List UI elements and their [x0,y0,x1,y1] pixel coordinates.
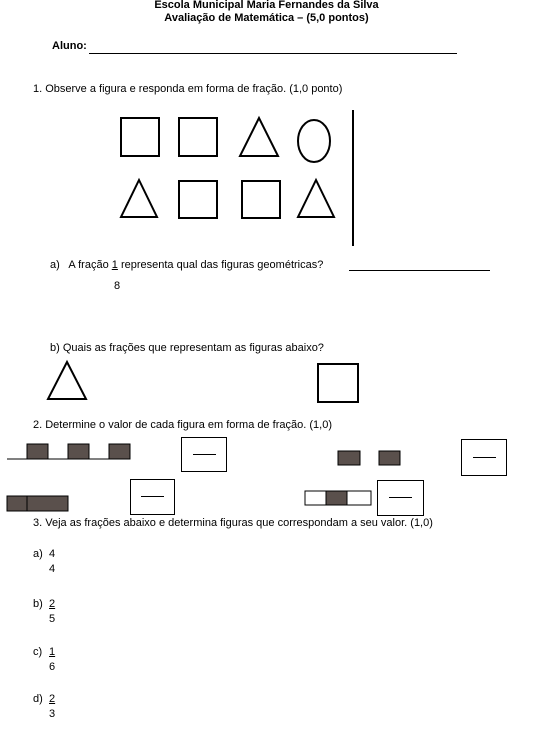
q1a-denominator: 8 [114,280,121,292]
question-3-text: 3. Veja as frações abaixo e determina figuras que correspondam a seu valor. (1,0) [33,517,433,529]
q2-answer-box-1[interactable] [181,437,227,472]
q2-answer-box-4[interactable] [377,480,424,516]
q2-figure-4 [305,491,371,505]
q3b-numerator: 2 [49,598,56,610]
q1a-prefix: a) A fração [50,259,112,271]
q2-answer-box-2[interactable] [461,439,507,476]
school-name: Escola Municipal Maria Fernandes da Silva [154,0,379,11]
student-label: Aluno: [52,40,87,52]
q3a-label: a) [33,548,43,560]
q2-figure-1 [7,444,130,459]
q3d-label: d) [33,693,43,705]
exam-title: Avaliação de Matemática – (5,0 pontos) [164,12,369,24]
q1b-text: b) Quais as frações que representam as figuras abaixo? [50,342,324,354]
q3c-numerator: 1 [49,646,56,658]
q3d-numerator: 2 [49,693,56,705]
question-2-text: 2. Determine o valor de cada figura em forma de fração. (1,0) [33,419,332,431]
q3b-fraction [49,598,55,625]
q3c-label: c) [33,646,43,658]
q2-figure-2 [338,451,400,465]
q3b-label: b) [33,598,43,610]
q1a-numerator: 1 [111,259,118,271]
q3c-fraction [49,646,55,673]
q3a-denominator: 4 [49,563,56,575]
q3c-denominator: 6 [49,661,56,673]
q2-answer-box-3[interactable] [130,479,175,515]
q2-figure-3 [7,496,68,511]
question-1-text: 1. Observe a figura e responda em forma de fração. (1,0 ponto) [33,83,343,95]
q1a-suffix: representa qual das figuras geométricas? [117,259,324,271]
q3d-denominator: 3 [49,708,56,720]
q3a-fraction [49,548,55,575]
q3a-numerator: 4 [49,548,56,560]
q3d-fraction [49,693,55,720]
q3b-denominator: 5 [49,613,56,625]
